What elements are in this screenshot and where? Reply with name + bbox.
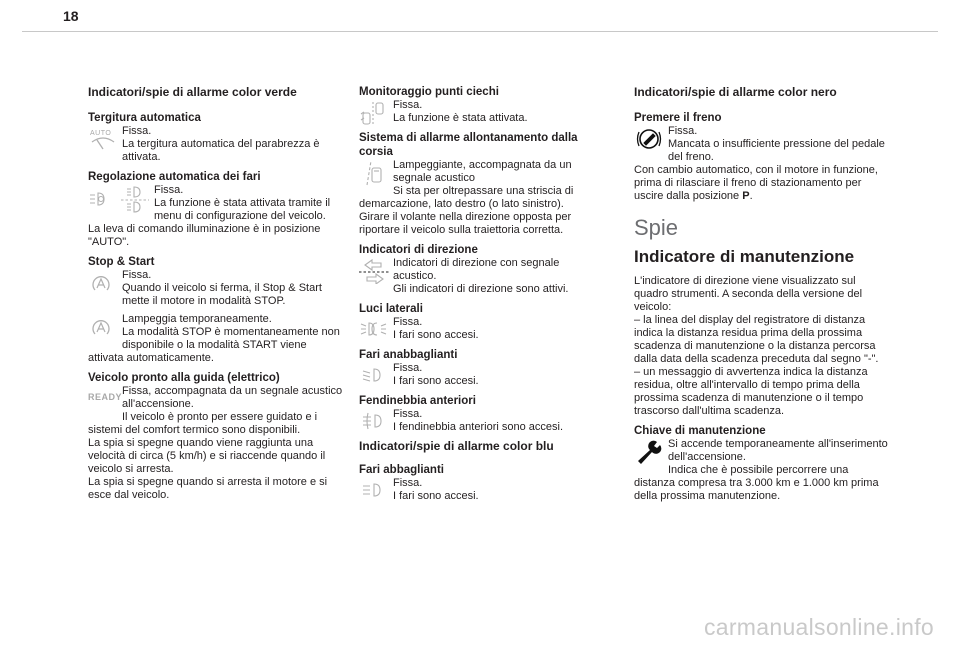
corsia-text: Lampeggiante, accompagnata da un segnale acustico Si sta per oltrepassare una striscia di demarcazione, lato destro (o lato sinistro). Girare il volante nella direzione opposta per riportare il veicolo sulla traiettoria corretta. [359, 159, 574, 236]
monitoraggio-title: Monitoraggio punti ciechi [359, 86, 499, 98]
header-divider [22, 31, 938, 32]
fendinebbia-entry [359, 408, 605, 434]
column-1 [88, 82, 343, 507]
ready-text: Fissa, accompagnata da un segnale acustico all'accensione. Il veicolo è pronto per essere guidato e i sistemi del comfort termico sono disponibili. La spia si spegne quando viene raggiunta una velocità di circa (5 km/h) e si riaccende quando il veicolo si arresta. La spia si spegne quando si arresta il motore e si esce dal veicolo. [88, 385, 343, 501]
luci-text: Fissa. I fari sono accesi. [393, 316, 479, 341]
turn-signal-icon [359, 258, 389, 284]
column-3 [634, 82, 890, 508]
freno-entry [634, 125, 890, 203]
regolazione-entry [88, 184, 343, 249]
abbaglianti-title: Fari abbaglianti [359, 464, 444, 476]
direzione-title: Indicatori di direzione [359, 244, 478, 256]
monitoraggio-entry [359, 99, 605, 125]
regolazione-text: Fissa. La funzione è stata attivata tramite il menu di configurazione del veicolo. La leva di comando illuminazione è in posizione "AUTO". [88, 184, 331, 248]
tergitura-title: Tergitura automatica [88, 112, 201, 124]
low-beam-icon [359, 363, 389, 389]
luci-title: Luci laterali [359, 303, 423, 315]
tergitura-entry [88, 125, 343, 164]
wrench-icon [634, 439, 664, 465]
stopstart-text-2: Lampeggia temporaneamente. La modalità STOP è momentaneamente non disponibile o la modalità START viene attivata automaticamente. [88, 313, 340, 364]
ready-icon: READY [88, 392, 123, 402]
watermark: carmanualsonline.info [703, 614, 934, 640]
blind-spot-icon [359, 100, 389, 126]
manutenzione-text: L'indicatore di direzione viene visualizzato sul quadro strumenti. A seconda della versione del veicolo: – la linea del display del registratore di distanza indica la distanza residua prima della prossima scadenza di manutenzione o la distanza percorsa dalla data della scadenza preceduta dal segno "-". – un messaggio di avvertenza indica la distanza residua, oltre all'intervallo di tempo prima della prossima scadenza di manutenzione o il tempo trascorso dall'ultima scadenza. [634, 275, 879, 417]
stop-start-blink-icon [88, 314, 118, 340]
auto-headlamp-icons [88, 185, 150, 213]
stopstart-title: Stop & Start [88, 256, 155, 268]
monitoraggio-text: Fissa. La funzione è stata attivata. [393, 99, 528, 124]
high-beam-icon [359, 478, 389, 504]
stopstart-entry-2 [88, 313, 343, 365]
abbaglianti-entry [359, 477, 605, 503]
anabbaglianti-title: Fari anabbaglianti [359, 349, 458, 361]
anabbaglianti-text: Fissa. I fari sono accesi. [393, 362, 479, 387]
fendinebbia-text: Fissa. I fendinebbia anteriori sono accesi. [393, 408, 563, 433]
anabbaglianti-entry [359, 362, 605, 388]
direzione-text: Indicatori di direzione con segnale acustico. Gli indicatori di direzione sono attivi. [393, 257, 569, 295]
section-black-title: Indicatori/spie di allarme color nero [634, 85, 837, 99]
section-blue-title: Indicatori/spie di allarme color blu [359, 439, 554, 453]
spie-heading: Spie [634, 215, 679, 240]
direzione-entry [359, 257, 605, 296]
column-2 [359, 82, 605, 508]
section-green-title: Indicatori/spie di allarme color verde [88, 85, 297, 99]
chiave-title: Chiave di manutenzione [634, 425, 766, 437]
luci-entry [359, 316, 605, 342]
regolazione-title: Regolazione automatica dei fari [88, 171, 261, 183]
front-fog-icon [359, 409, 389, 435]
corsia-title: Sistema di allarme allontanamento dalla corsia [359, 132, 578, 158]
freno-text: Fissa. Mancata o insufficiente pressione del pedale del freno. Con cambio automatico, con il motore in funzione, prima di rilasciare il freno di stazionamento per uscire dalla posizione P. [634, 125, 885, 202]
stop-start-icon [88, 270, 118, 296]
auto-wiper-icon: AUTO [88, 126, 118, 152]
ready-entry [88, 385, 343, 502]
manutenzione-heading: Indicatore di manutenzione [634, 247, 855, 266]
side-lights-icon [359, 317, 389, 343]
freno-title: Premere il freno [634, 112, 722, 124]
stopstart-entry-1 [88, 269, 343, 308]
page-number: 18 [63, 8, 79, 24]
brake-pedal-icon [634, 126, 664, 152]
chiave-text: Si accende temporaneamente all'inserimento dell'accensione. Indica che è possibile percorrere una distanza compresa tra 3.000 km e 1.000 km prima della prossima manutenzione. [634, 438, 888, 502]
lane-departure-icon [359, 160, 389, 186]
fendinebbia-title: Fendinebbia anteriori [359, 395, 476, 407]
tergitura-text: Fissa. La tergitura automatica del parabrezza è attivata. [122, 125, 320, 163]
ready-title: Veicolo pronto alla guida (elettrico) [88, 372, 280, 384]
abbaglianti-text: Fissa. I fari sono accesi. [393, 477, 479, 502]
stopstart-text-1: Fissa. Quando il veicolo si ferma, il Stop & Start mette il motore in modalità STOP. [122, 269, 322, 307]
corsia-entry [359, 159, 605, 237]
chiave-entry [634, 438, 890, 503]
